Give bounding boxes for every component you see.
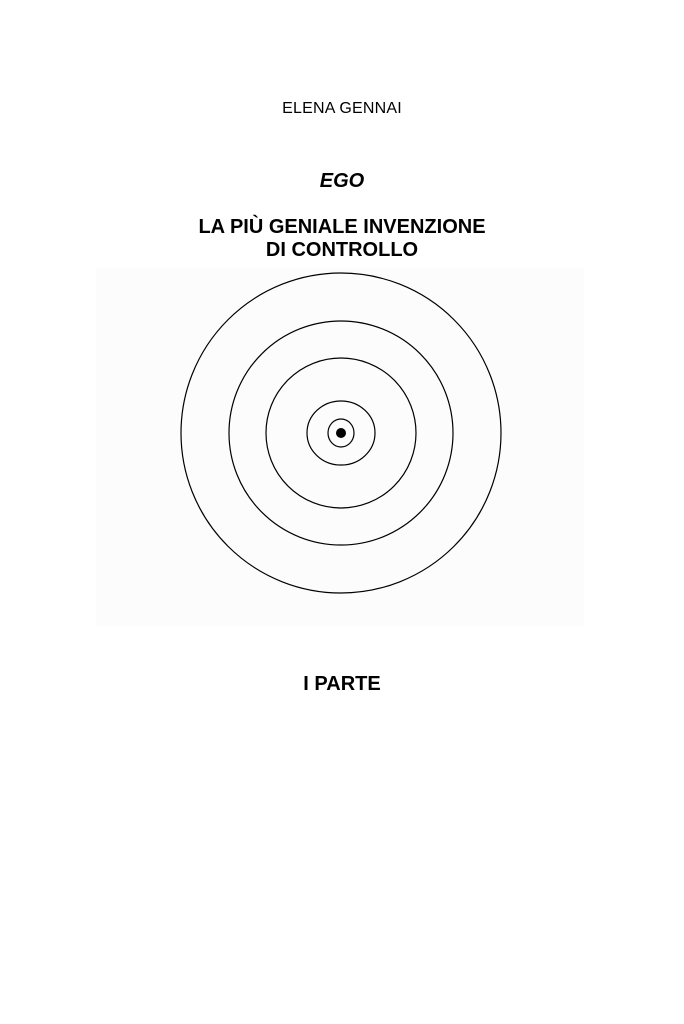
book-title: EGO: [319, 170, 365, 192]
subtitle-line-2: DI CONTROLLO: [265, 239, 419, 261]
part-heading: I PARTE: [303, 673, 381, 695]
book-subtitle: [0, 216, 684, 262]
concentric-circles-svg: [96, 268, 584, 626]
center-dot: [336, 428, 346, 438]
subtitle-line-1: LA PIÙ GENIALE INVENZIONE: [198, 216, 486, 238]
concentric-circles-illustration: [96, 268, 584, 626]
author-name: ELENA GENNAI: [282, 100, 402, 117]
